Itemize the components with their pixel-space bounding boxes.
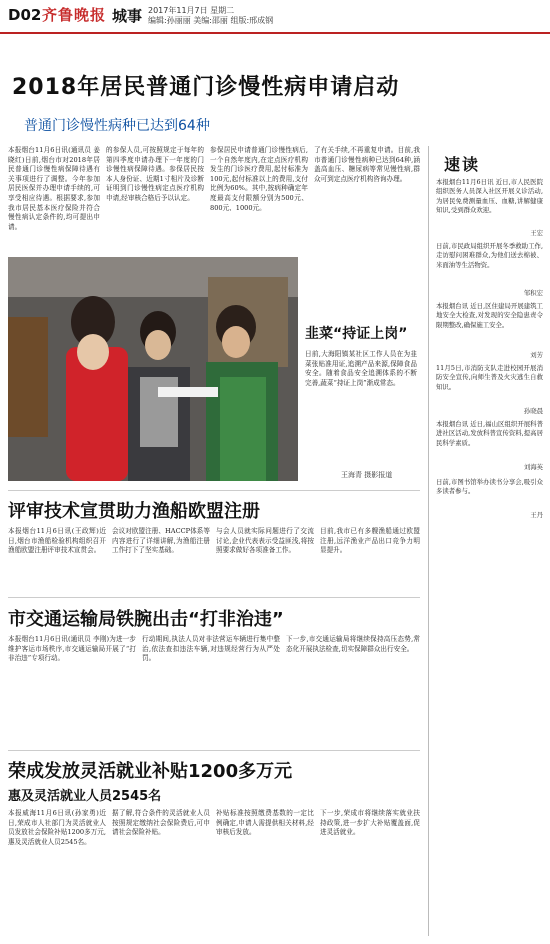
brief-sign: 王丹 xyxy=(530,511,543,519)
brief-item: 日前,市民政局组织开展冬季救助工作,走访慰问困难群众,为他们送去棉被、米面油等生活物资。 xyxy=(436,242,543,269)
brief-sign: 邹积宏 xyxy=(523,289,543,297)
article4-headline: 荣成发放灵活就业补贴1200多万元 xyxy=(8,761,293,782)
caption-title: 韭菜“持证上岗” xyxy=(305,326,408,342)
news-photo xyxy=(8,257,298,481)
brief-item: 11月5日,市消防支队走进校园开展消防安全宣传,向师生普及火灾逃生自救知识。 xyxy=(436,364,543,391)
article2-col-1: 本报烟台11月6日讯(王政辉)近日,烟台市渔船检验机构组织召开渔船欧盟注册评审技术宣贯会。 xyxy=(8,527,106,555)
brief-sign: 孙晓晨 xyxy=(523,407,543,415)
article3-col-3: 下一步,市交通运输局将继续保持高压态势,常态化开展执法检查,切实保障群众出行安全。 xyxy=(286,635,420,653)
divider xyxy=(8,597,420,598)
lead-col-4: 了有关手续,不再重复申请。目前,我市普通门诊慢性病种已达到64种,涵盖高血压、糖尿病等常见慢性病,群众可到定点医疗机构咨询办理。 xyxy=(314,146,420,183)
photo-illustration xyxy=(8,257,298,481)
lead-col-3: 参保居民申请普通门诊慢性病后,一个自然年度内,在定点医疗机构发生的门诊医疗费用,起付标准为100元,起付标准以上的费用,支付比例为60%。其中,按病种确定年度最高支付限额分别为500元、800元、1000元。 xyxy=(210,146,308,212)
article2-headline: 评审技术宣贯助力渔船欧盟注册 xyxy=(8,501,260,522)
header-rule xyxy=(0,32,550,34)
article3-headline: 市交通运输局铁腕出击“打非治违” xyxy=(8,609,284,630)
article4-subheadline: 惠及灵活就业人员2545名 xyxy=(8,789,162,804)
lead-headline: 2018年居民普通门诊慢性病申请启动 xyxy=(12,75,400,100)
photo-credit: 王海青 摄影报道 xyxy=(341,471,393,479)
article2-col-4: 目前,我市已有多艘渔船通过欧盟注册,远洋渔业产品出口竞争力明显提升。 xyxy=(320,527,420,555)
brief-item: 本报烟台讯 近日,福山区组织开展科普进社区活动,发放科普宣传资料,提高居民科学素质。 xyxy=(436,420,543,447)
divider xyxy=(8,490,420,491)
divider xyxy=(8,750,420,751)
page-code: D02 xyxy=(8,6,42,24)
sidebar-title: 速读 xyxy=(444,155,481,174)
article4-col-2: 据了解,符合条件的灵活就业人员按照规定缴纳社会保险费后,可申请社会保险补贴。 xyxy=(112,809,210,837)
date-line: 2017年11月7日 星期二 xyxy=(148,6,235,15)
brief-sign: 王宏 xyxy=(530,229,543,237)
header-meta xyxy=(148,6,273,26)
article3-col-2: 行动期间,执法人员对非法营运车辆进行集中整治,依法查扣违法车辆,对违规经营行为从严处罚。 xyxy=(142,635,280,663)
caption-body: 日前,大海阳镇某社区工作人员在为韭菜张贴准用证,追溯产品来源,保障食品安全。随着食品安全追溯体系的不断完善,蔬菜“持证上岗”渐成常态。 xyxy=(305,350,417,387)
section-name: 城事 xyxy=(112,7,143,25)
lead-col-1: 本报烟台11月6日讯(通讯员 姜晓红)日前,烟台市对2018年居民普通门诊慢性病保障待遇有关事项进行了调整。今年参加居民医保并办理申请手续的,可享受相应待遇。根据要求,参加我市居民基本医疗保险并符合慢性病认定条件的,均可提出申请。 xyxy=(8,146,100,231)
article4-col-3: 补贴标准按照缴费基数的一定比例确定,申请人需提供相关材料,经审核后发放。 xyxy=(216,809,314,837)
brief-item: 日前,市图书馆举办读书分享会,吸引众多读者参与。 xyxy=(436,478,543,496)
brief-sign: 刘海英 xyxy=(523,463,543,471)
lead-subheadline: 普通门诊慢性病种已达到64种 xyxy=(24,118,210,134)
article2-col-2: 会议对欧盟注册、HACCP体系等内容进行了详细讲解,为渔船注册工作打下了坚实基础。 xyxy=(112,527,210,555)
page-header xyxy=(0,0,550,34)
lead-col-2: 的参保人员,可按照规定于每年的第四季度申请办理下一年度的门诊慢性病保障待遇。参保居民按本人身份证、近期1寸相片及诊断证明到门诊慢性病定点医疗机构申请,经审核合格后予以认定。 xyxy=(106,146,204,202)
brief-sign: 刘芳 xyxy=(530,351,543,359)
newspaper-logo: 齐鲁晚报 xyxy=(42,6,107,24)
brief-item: 本报烟台11月6日讯 近日,市人民医院组织医务人员深入社区开展义诊活动,为居民免费测量血压、血糖,讲解健康知识,受到群众欢迎。 xyxy=(436,178,543,215)
brief-item: 本报烟台讯 近日,区住建局开展建筑工地安全大检查,对发现的安全隐患责令限期整改,确保施工安全。 xyxy=(436,302,543,329)
editor-line: 编辑:孙丽丽 美编:邵丽 组版:邢成钢 xyxy=(148,16,274,25)
article2-col-3: 与会人员就实际问题进行了交流讨论,企业代表表示受益匪浅,将按照要求做好各项准备工作。 xyxy=(216,527,314,555)
article3-col-1: 本报烟台11月6日讯(通讯员 李刚)为进一步维护客运市场秩序,市交通运输局开展了“打非治违”专项行动。 xyxy=(8,635,136,663)
sidebar-divider xyxy=(428,146,429,936)
article4-col-4: 下一步,荣成市将继续落实就业扶持政策,进一步扩大补贴覆盖面,促进灵活就业。 xyxy=(320,809,420,837)
article4-col-1: 本报威海11月6日讯(孙家勇)近日,荣成市人社部门为灵活就业人员发放社会保险补贴1200多万元,惠及灵活就业人员2545名。 xyxy=(8,809,106,846)
